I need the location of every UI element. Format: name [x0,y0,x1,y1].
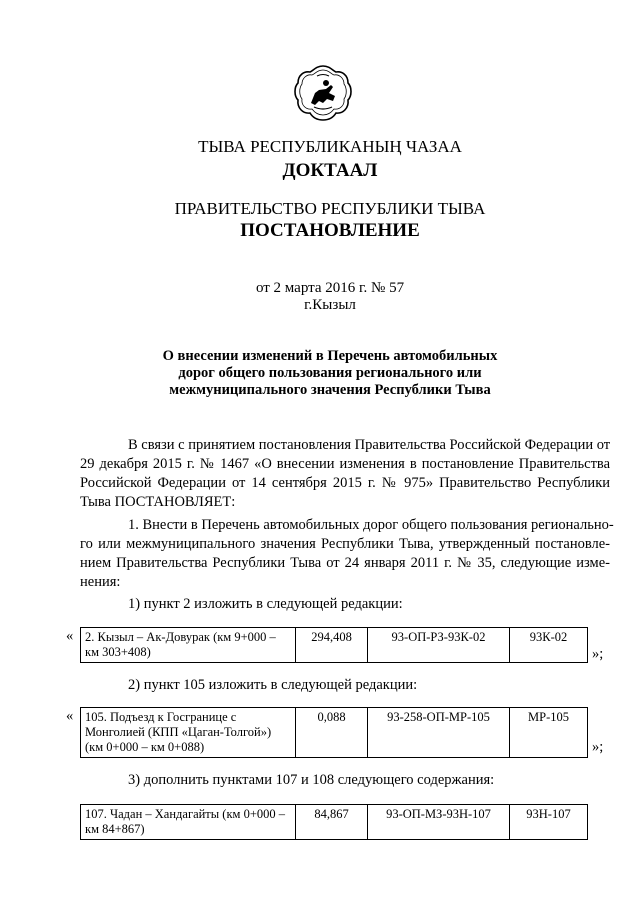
table-row [81,628,588,663]
coat-of-arms-emblem [293,63,353,123]
road-code-cell: 93-ОП-РЗ-93К-02 [368,628,510,663]
open-quote: « [66,628,74,644]
road-name-cell: 105. Подъезд к Госгранице с Монголией (КПП «Цаган-Толгой») (км 0+000 – км 0+088) [81,708,296,758]
table-row [81,708,588,758]
road-length-cell: 294,408 [296,628,368,663]
title-line: дорог общего пользования регионального или [178,365,482,381]
road-code-cell: 93-258-ОП-МР-105 [368,708,510,758]
emblem-icon [293,63,353,123]
header-government: ПРАВИТЕЛЬСТВО РЕСПУБЛИКИ ТЫВА [174,199,486,218]
subitem-3-text: 3) дополнить пунктами 107 и 108 следующего содержания: [128,772,495,788]
road-length-cell: 84,867 [296,805,368,840]
title-line: О внесении изменений в Перечень автомобильных [162,348,498,364]
road-name-cell: 107. Чадан – Хандагайты (км 0+000 – км 84+867) [81,805,296,840]
preamble-paragraph [80,436,610,512]
header-tuvan-government: ТЫВА РЕСПУБЛИКАНЫҢ ЧАЗАА [198,137,462,156]
close-quote: »; [592,646,604,662]
subitem-2-text: 2) пункт 105 изложить в следующей редакции: [128,677,418,693]
road-table-item-107 [80,804,588,840]
road-short-code-cell: 93Н-107 [510,805,588,840]
road-short-code-cell: 93К-02 [510,628,588,663]
paragraph-line: Российской Федерации от 14 сентября 2015 г. № 975» Правительство Республики [80,475,610,491]
paragraph-line: нием Правительства Республики Тыва от 24 января 2011 г. № 35, следующие изме- [80,555,610,571]
road-code-cell: 93-ОП-МЗ-93Н-107 [368,805,510,840]
header-postanovlenie: ПОСТАНОВЛЕНИЕ [240,220,420,241]
document-date-number: от 2 марта 2016 г. № 57 [255,280,405,296]
road-length-cell: 0,088 [296,708,368,758]
paragraph-line: го или межмуниципального значения Республики Тыва, утвержденный постановле- [80,536,610,552]
paragraph-line: Тыва ПОСТАНОВЛЯЕТ: [80,494,236,510]
paragraph-line: нения: [80,574,121,590]
road-short-code-cell: МР-105 [510,708,588,758]
subitem-1-text: 1) пункт 2 изложить в следующей редакции: [128,596,403,612]
close-quote: »; [592,739,604,755]
item-1-paragraph [80,516,614,592]
road-table-item-2 [80,627,588,663]
document-title [10,348,640,399]
road-name-cell: 2. Кызыл – Ак-Довурак (км 9+000 – км 303+408) [81,628,296,663]
table-row [81,805,588,840]
header-doktaal: ДОКТААЛ [282,160,378,181]
paragraph-line: В связи с принятием постановления Правительства Российской Федерации от [128,437,611,453]
title-line: межмуниципального значения Республики Тыва [169,382,491,398]
paragraph-line: 29 декабря 2015 г. № 1467 «О внесении изменения в постановление Правительства [80,456,610,472]
road-table-item-105 [80,707,588,758]
open-quote: « [66,708,74,724]
document-city: г.Кызыл [304,297,356,313]
paragraph-line: 1. Внести в Перечень автомобильных дорог общего пользования регионально- [128,517,614,533]
